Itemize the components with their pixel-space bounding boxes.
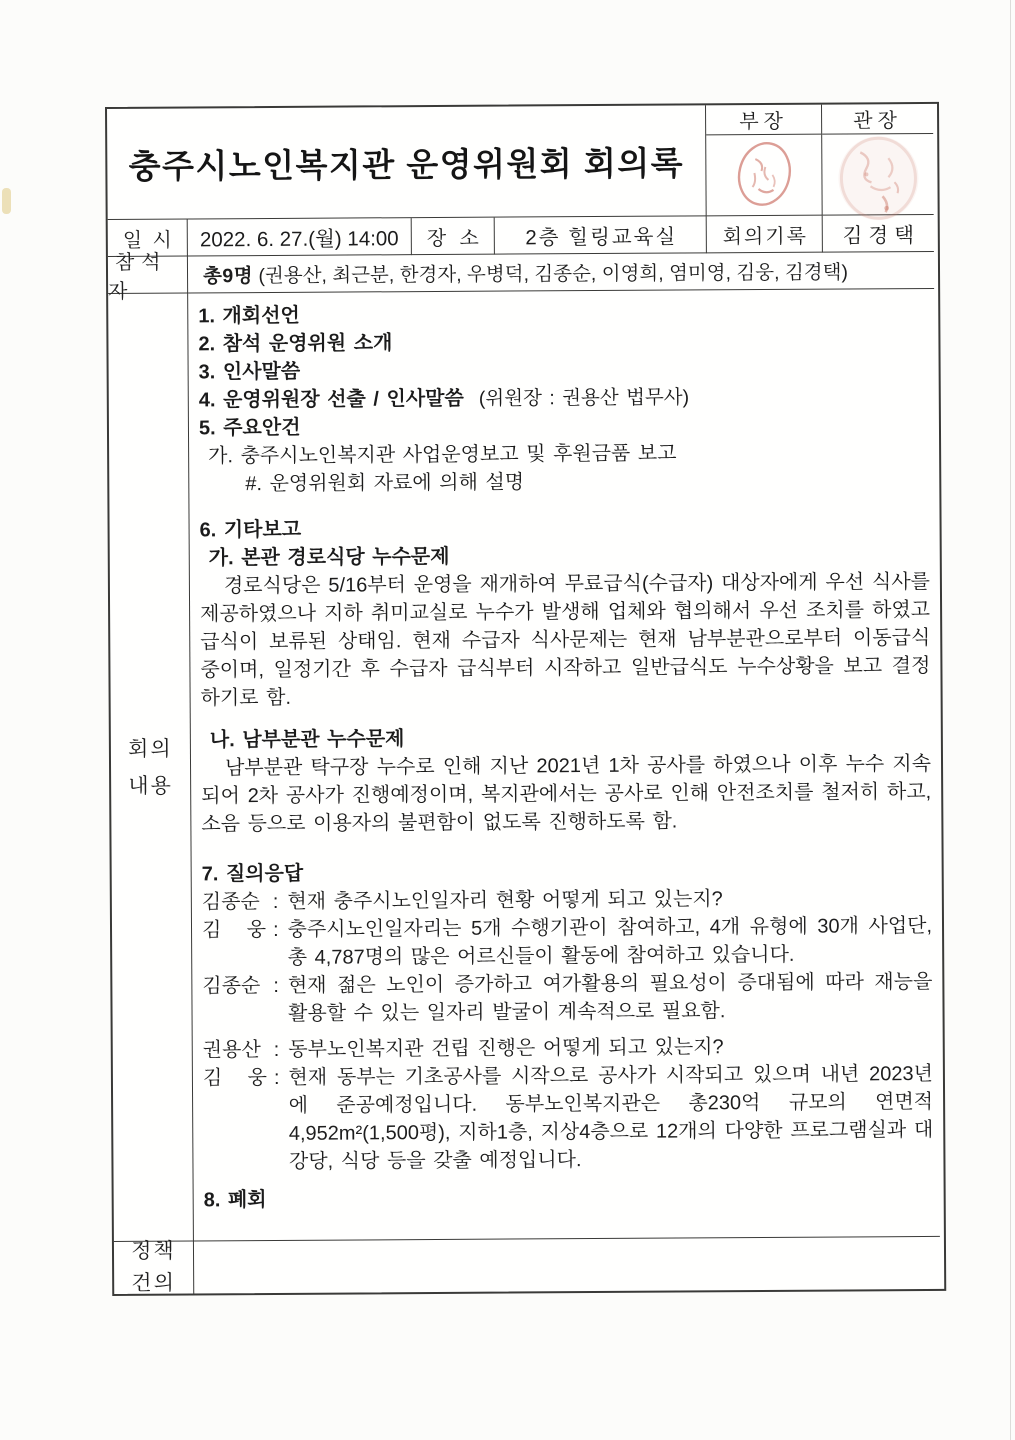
- qa-text: 현재 충주시노인일자리 현황 어떻게 되고 있는지?: [287, 888, 723, 913]
- agenda-item-6-sub-a: 가. 본관 경로식당 누수문제: [208, 545, 450, 570]
- attendees-line: [203, 256, 848, 288]
- qa-speaker: 김종순: [202, 975, 261, 998]
- approval-box-bujang: [706, 105, 823, 217]
- attendees-label-cell: [108, 251, 188, 303]
- qa-colon: :: [272, 918, 279, 941]
- attendees-label: 참석자: [108, 251, 168, 303]
- bujang-approval-stamp-icon: [718, 137, 810, 214]
- qa-text: 현재 젊은 노인이 증가하고 여가활용의 필요성이 증대됨에 따라 재능을 활용할 수 있는 일자리 발굴이 계속적으로 필요함.: [287, 970, 933, 1025]
- meeting-minutes-document: [105, 102, 946, 1296]
- approval-stamp-area: [706, 135, 821, 216]
- qa-entry: [202, 912, 932, 972]
- agenda-item-5-sub: 가. 충주시노인복지관 사업운영보고 및 후원금품 보고: [208, 442, 677, 468]
- qa-speaker: 김 웅: [201, 919, 267, 942]
- approval-box-gwanjang: [822, 104, 934, 216]
- qa-colon: :: [273, 1066, 280, 1089]
- approval-role-label: 관장: [822, 104, 933, 135]
- approval-role-label: 부장: [706, 105, 821, 136]
- qa-colon: :: [272, 890, 279, 913]
- page-title: 충주시노인복지관 운영위원회 회의록: [128, 143, 685, 185]
- qa-entry: [202, 884, 932, 916]
- recorder-value-cell: [823, 215, 934, 253]
- place-value-cell: [495, 216, 707, 254]
- qa-speaker: 김종순: [201, 891, 260, 914]
- agenda-item-1: 1. 개회선언: [198, 304, 300, 328]
- agenda-item-5: 5. 주요안건: [198, 416, 301, 440]
- scan-artifact: [2, 188, 11, 214]
- agenda-item-6-para-a: 경로식당은 5/16부터 운영을 재개하여 무료급식(수급자) 대상자에게 우선 식사를 제공하였으나 지하 취미교실로 누수가 발생해 업체와 협의해서 우선 조치를 하였고 급식이 보류된 상태임. 현재 수급자 식사문제는 현재 남부분관으로부터 이동급식 중이며, 일정기간 후 수급자 급식부터 시작하고 일반급식도 누수상황을 보고 결정하기로 함.: [200, 570, 931, 710]
- recorder-value: 김경택: [842, 224, 921, 248]
- qa-entry: [202, 968, 932, 1028]
- agenda-item-4: [199, 382, 929, 414]
- agenda-item-8: 8. 폐회: [203, 1189, 267, 1212]
- recorder-label: 회의기록: [722, 225, 809, 248]
- qa-entry: [203, 1060, 934, 1176]
- policy-label-line1: 정책: [131, 1239, 176, 1263]
- qa-entry: [203, 1032, 933, 1064]
- meeting-content-label-cell: [108, 293, 194, 1241]
- agenda-item-3: 3. 인사말씀: [198, 360, 301, 384]
- scan-edge-line: [1010, 0, 1011, 1440]
- agenda-item-4-note: (위원장 : 권용산 법무사): [478, 386, 690, 410]
- meeting-content-label-line2: 내용: [128, 774, 173, 798]
- recorder-label-cell: [707, 216, 823, 254]
- policy-label-cell: [114, 1241, 194, 1293]
- attendees-list: (권용산, 최근분, 한경자, 우병덕, 김종순, 이영희, 염미영, 김웅, 김경택): [258, 261, 848, 288]
- qa-colon: :: [273, 1038, 280, 1061]
- date-label: 일 시: [122, 229, 172, 252]
- policy-label-line2: 건의: [131, 1271, 177, 1295]
- place-value: 2층 힐링교육실: [525, 225, 678, 250]
- qa-colon: :: [273, 974, 280, 997]
- qa-text: 동부노인복지관 건립 진행은 어떻게 되고 있는지?: [288, 1036, 724, 1061]
- attendees-value-cell: [188, 252, 934, 294]
- gwanjang-approval-stamp-icon: [824, 134, 933, 221]
- qa-text: 충주시노인일자리는 5개 수행기관이 참여하고, 4개 유형에 30개 사업단, 총 4,787명의 많은 어르신들이 활동에 참여하고 있습니다.: [287, 914, 933, 969]
- agenda-item-6-para-b: 남부분관 탁구장 누수로 인해 지난 2021년 1차 공사를 하였으나 이후 누수 지속되어 2차 공사가 진행예정이며, 복지관에서는 공사로 인해 안전조치를 철저히 하고, 소음 등으로 이용자의 불편함이 없도록 진행하도록 함.: [201, 752, 932, 836]
- agenda-item-6: 6. 기타보고: [199, 518, 302, 542]
- qa-text: 현재 동부는 기초공사를 시작으로 공사가 시작되고 있으며 내년 2023년에 준공예정입니다. 동부노인복지관은 총230억 규모의 연면적 4,952m²(1,500평), 지하1층, 지상4층으로 12개의 다양한 프로그램실과 대강당, 식당 등을 갖출 예정입니다.: [288, 1062, 934, 1173]
- place-label-cell: [412, 218, 495, 256]
- place-label: 장 소: [426, 227, 479, 250]
- date-value-cell: [188, 218, 412, 256]
- date-value: 2022. 6. 27.(월) 14:00: [199, 227, 399, 252]
- approval-stamp-area: [822, 134, 934, 221]
- attendees-count: 총9명: [202, 265, 254, 288]
- meeting-content-label-line1: 회의: [128, 737, 173, 761]
- agenda-item-7: 7. 질의응답: [201, 862, 304, 886]
- agenda-item-2: 2. 참석 운영위원 소개: [198, 332, 393, 356]
- agenda-item-4-title: 4. 운영위원장 선출 / 인사말씀: [198, 387, 464, 412]
- qa-speaker: 권용산: [202, 1039, 261, 1062]
- title-cell: [107, 105, 707, 220]
- agenda-item-5-note: #. 운영위원회 자료에 의해 설명: [245, 471, 525, 496]
- agenda-item-6-sub-b: 나. 남부분관 누수문제: [209, 728, 405, 752]
- meeting-content-cell: [188, 289, 940, 1242]
- policy-content-cell: [194, 1237, 940, 1294]
- qa-speaker: 김 웅: [202, 1067, 268, 1090]
